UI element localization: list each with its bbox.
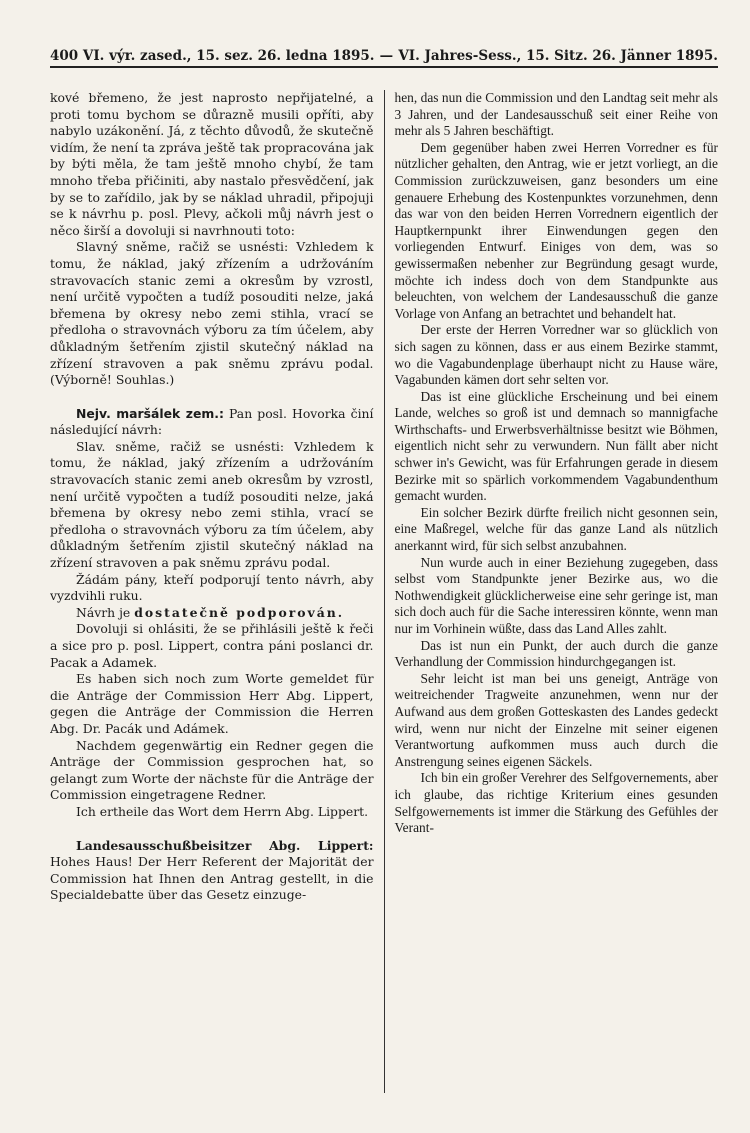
spacer <box>50 821 374 838</box>
running-header <box>50 40 718 68</box>
paragraph: Nun wurde auch in einer Beziehung zugegeben, dass selbst vom Standpunkte jener Bezirke aus, wo die Nothwendigkeit glücklicherweise eine sehr geringe ist, man sich doch auch für die Sache interessiren könnte, wenn man nur im Vorhinein wüßte, dass das Land Alles zahlt. <box>394 554 718 636</box>
speaker-name: Landesausschußbeisitzer Abg. Lippert: <box>76 837 374 853</box>
paragraph: kové břemeno, že jest naprosto nepřijatelné, a proti tomu bychom se důrazně musili opříti, aby nabylo uzákonění. Já, z těchto důvodů, že skutečně vidím, že není ta zpráva ještě tak propracována jak by býti měla, že tam ještě mnoho chybí, že tam mnoho třeba přičiniti, aby nastalo přesvědčení, jak by se to zařídilo, jak by se náklad uhradil, připojuji se k návrhu p. posl. Plevy, ačkoli můj návrh jest o něco širší a dovoluji si navrhnouti toto: <box>50 90 374 238</box>
paragraph: Der erste der Herren Vorredner war so glücklich von sich sagen zu können, dass er aus einem Bezirke stammt, wo die Vagabundenplage überhaupt nicht zu Hause wäre, Vagabunden kämen dort sehr selten vor. <box>394 322 718 388</box>
paragraph-text: Pan posl. Hovorka činí následující návrh: <box>50 405 374 438</box>
header-german: VI. Jahres-Sess., 15. Sitz. 26. Jänner 1895. <box>398 48 718 64</box>
paragraph: hen, das nun die Commission und den Landtag seit mehr als 3 Jahren, und der Landesausschuß seit einer Reihe von mehr als 5 Jahren beschäftigt. <box>394 90 718 139</box>
speaker-name: Nejv. maršálek zem.: <box>76 405 224 421</box>
czech-column <box>50 90 384 1093</box>
paragraph: Das ist eine glückliche Erscheinung und bei einem Lande, welches so groß ist und demnach so mannigfache Wirthschafts- und Erwerbsverhältnisse besitzt wie Böhmen, eigentlich nicht sehr zu verwundern. Nun fällt aber nicht schwer in's Gewicht, was für Erfahrungen gerade in diesem Bezirke mit so spärlich vorkommendem Vagabundenthum gemacht wurden. <box>394 388 718 504</box>
paragraph <box>50 406 374 439</box>
paragraph: Ich bin ein großer Verehrer des Selfgovernements, aber ich glaube, das richtige Kriterium eines gesunden Selfgowernements ist immer die Stärkung des Gefühles der Verant- <box>394 770 718 836</box>
paragraph: Ich ertheile das Wort dem Herrn Abg. Lippert. <box>76 803 369 819</box>
text-columns <box>50 90 718 1093</box>
paragraph: Slav. sněme, račiž se usnésti: Vzhledem k tomu, že náklad, jaký zřízením a udržováním stravovacích stanic zemi aneb okresům by vzrostl, není určitě vypočten a tudíž posouditi nelze, jaká břemena by okresy nebo zemi stihla, vrací se předloha o stravovnách výboru za tím účelem, aby důkladným šetřením zjistil skutečný náklad na zřízení stravoven a pak sněmu zprávu podal. <box>50 438 374 571</box>
paragraph: Sehr leicht ist man bei uns geneigt, Anträge von weitreichender Tragweite anzunehmen, wenn nur der Aufwand aus dem großen Gotteskasten des Landes gedeckt wird, wenn nur nicht der Einzelne mit seiner eigenen Verantwortung aufkommen muss auch durch die Anstrengung seines eigenen Säckels. <box>394 670 718 769</box>
paragraph-text: Návrh je <box>76 604 135 620</box>
paragraph: Slavný sněme, račiž se usnésti: Vzhledem k tomu, že náklad, jaký zřízením a udržováním stravovacích stanic zemi a okresům by vzrostl, není určitě vypočten a tudíž posouditi nelze, jaká břemena by okresy nebo zemi stihla, vrací se předloha o stravovnách výboru za tím účelem, aby důkladným šetřením zjistil skutečný náklad na zřízení stravoven a pak sněmu zprávu podal. (Výborně! Souhlas.) <box>50 239 374 388</box>
german-column <box>384 90 719 1093</box>
paragraph: Nachdem gegenwärtig ein Redner gegen die Anträge der Commission gesprochen hat, so gelangt zum Worte der nächste für die Anträge der Commission eingetragene Redner. <box>50 737 374 803</box>
paragraph-text: Hohes Haus! Der Herr Referent der Majorität der Commission hat Ihnen den Antrag gestellt, in die Specialdebatte über das Gesetz einzuge- <box>50 854 374 903</box>
header-czech: 400 VI. výr. zased., 15. sez. 26. ledna 1895. <box>50 48 375 64</box>
paragraph <box>50 838 374 904</box>
spacer <box>50 389 374 406</box>
paragraph <box>50 605 374 622</box>
paragraph: Ein solcher Bezirk dürfte freilich nicht gesonnen sein, eine Maßregel, welche für das ganze Land als nützlich anerkannt wird, für sich selbst anzubahnen. <box>394 504 718 554</box>
paragraph: Dem gegenüber haben zwei Herren Vorredner es für nützlicher gehalten, den Antrag, wie er jetzt vorliegt, an die Commission zurückzuweisen, ganz besonders um eine genauere Erhebung des Kostenpunktes vorzunehmen, denn das war von den beiden Herren Vorrednern eigentlich der Hauptkernpunkt ihrer Einwendungen gegen den vorliegenden Entwurf. Einiges von dem, was so gewissermaßen nebenher zur Begründung gesagt wurde, möchte ich indess doch von dem Standpunkte aus beleuchten, von welchem der Landesausschuß die ganze Vorlage von Anfang an betrachtet und behandelt hat. <box>394 139 718 321</box>
paragraph: Das ist nun ein Punkt, der auch durch die ganze Verhandlung der Commission hindurchgegangen ist. <box>394 637 718 670</box>
emphasis-text: dostatečně podporován. <box>134 604 345 620</box>
header-dash: — <box>379 48 394 64</box>
paragraph: Žádám pány, kteří podporují tento návrh, aby vyzdvihli ruku. <box>50 571 374 604</box>
paragraph: Es haben sich noch zum Worte gemeldet für die Anträge der Commission Herr Abg. Lippert, gegen die Anträge der Commission die Herren Abg. Dr. Pacák und Adámek. <box>50 671 374 736</box>
paragraph: Dovoluji si ohlásiti, že se přihlásili ještě k řeči a sice pro p. posl. Lippert, contra páni poslanci dr. Pacak a Adamek. <box>50 621 374 670</box>
